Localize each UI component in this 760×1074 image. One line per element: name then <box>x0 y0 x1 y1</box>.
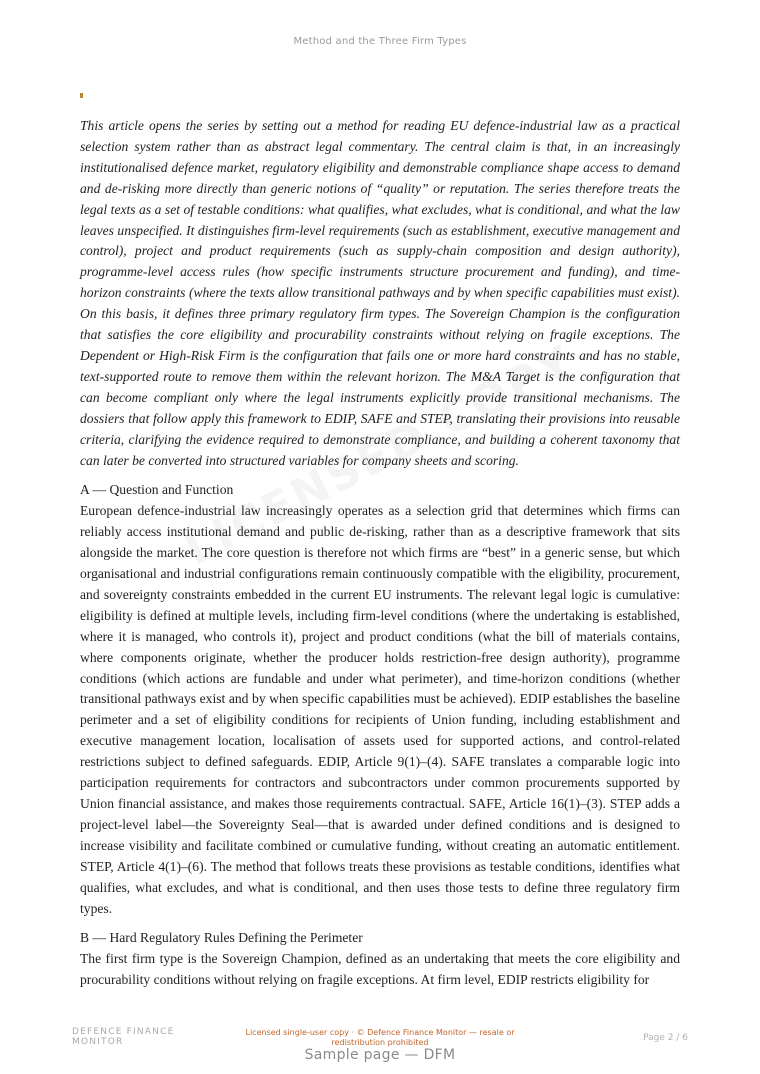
section-body-b: The first firm type is the Sovereign Champion, defined as an undertaking that meets the core eligibility and procurability conditions without relying on fragile exceptions. At firm level, EDIP restricts eligibility for <box>80 951 680 988</box>
section-heading-a: A — Question and Function <box>80 482 234 498</box>
footer-publisher <box>72 1027 212 1047</box>
section-heading-b: B — Hard Regulatory Rules Defining the Perimeter <box>80 930 363 946</box>
running-header-title: Method and the Three Firm Types <box>293 36 467 47</box>
abstract-paragraph: This article opens the series by setting out a method for reading EU defence-industrial law as a practical selection system rather than as abstract legal commentary. The central claim is that, in an increasingly institutionalised defence market, regulatory eligibility and demonstrable compliance shape access to demand and de-risking more directly than generic notions of “quality” or reputation. The series therefore treats the legal texts as a set of testable conditions: what qualifies, what excludes, what is conditional, and what the law leaves unspecified. It distinguishes firm-level requirements (such as establishment, executive management and control), project and product requirements (such as supply-chain composition and design authority), programme-level access rules (how specific instruments structure procurement and funding), and time-horizon constraints (where the texts allow transitional pathways and by when specific capabilities must exist). On this basis, it defines three primary regulatory firm types. The Sovereign Champion is the configuration that satisfies the core eligibility and procurability constraints without relying on fragile exceptions. The Dependent or High-Risk Firm is the configuration that fails one or more hard constraints and has no stable, text-supported route to remove them within the relevant horizon. The M&A Target is the configuration that can become compliant only where the legal instruments explicitly provide transitional mechanisms. The dossiers that follow apply this framework to EDIP, SAFE and STEP, translating their provisions into reusable criteria, clarifying the evidence required to demonstrate compliance, and building a coherent taxonomy that can later be converted into structured variables for company sheets and scoring. <box>80 118 680 468</box>
publisher-line-2: MONITOR <box>72 1037 124 1047</box>
accent-marker <box>80 93 83 98</box>
sample-page-label: Sample page — DFM <box>304 1047 456 1063</box>
license-notice: Licensed single-user copy · © Defence Finance Monitor — resale or redistribution prohibited <box>245 1028 515 1047</box>
publisher-line-1: DEFENCE FINANCE <box>72 1027 175 1037</box>
article-body <box>80 116 680 991</box>
section-body-a: European defence-industrial law increasingly operates as a selection grid that determines which firms can reliably access institutional demand and public de-risking, rather than as a descriptive framework that sits alongside the market. The core question is therefore not which firms are “best” in a generic sense, but which organisational and industrial configurations remain continuously compatible with the eligibility, procurement, and sovereignty constraints embedded in the current EU instruments. The relevant legal logic is cumulative: eligibility is defined at multiple levels, including firm-level conditions (where the undertaking is established, where it is managed, who controls it), project and product conditions (what the bill of materials contains, where components originate, whether the producer holds restriction-free design authority), programme conditions (which actions are fundable and under what perimeter), and time-horizon conditions (whether transitional pathways exist and by when specific capabilities must be achieved). EDIP establishes the baseline perimeter and a set of eligibility conditions for recipients of Union funding, including establishment and executive management location, localisation of assets used for supported actions, and control-related restrictions subject to defined safeguards. EDIP, Article 9(1)–(4). SAFE translates a comparable logic into participation requirements for contractors and subcontractors under common procurements supported by Union financial assistance, and makes those requirements contractual. SAFE, Article 16(1)–(3). STEP adds a project-level label—the Sovereignty Seal—that is awarded under defined conditions and is designed to increase visibility and facilitate combined or cumulative funding, without creating an automatic entitlement. STEP, Article 4(1)–(6). The method that follows treats these provisions as testable conditions, identifies what qualifies, what excludes, and what is conditional, and then uses those tests to define three regulatory firm types. <box>80 503 680 916</box>
page-number: Page 2 / 6 <box>643 1033 688 1043</box>
